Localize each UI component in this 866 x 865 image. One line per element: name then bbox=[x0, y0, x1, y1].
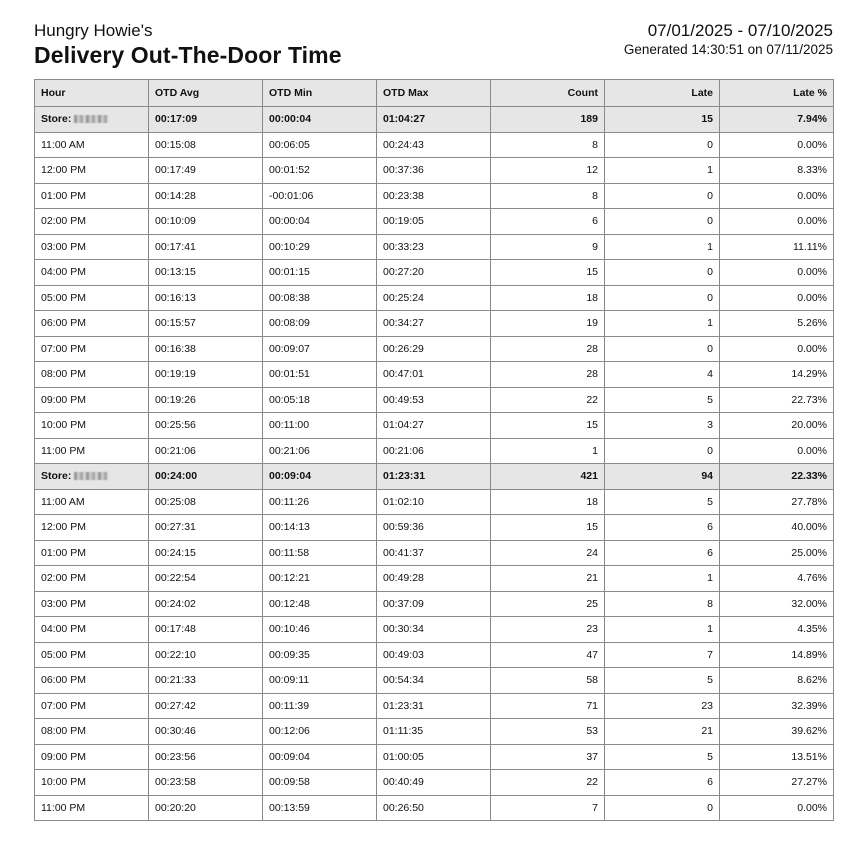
count-cell: 8 bbox=[491, 132, 605, 158]
count-cell: 47 bbox=[491, 642, 605, 668]
otd-min-cell: -00:01:06 bbox=[263, 183, 377, 209]
hour-cell: 06:00 PM bbox=[35, 668, 149, 694]
store-label-cell bbox=[35, 107, 149, 133]
late-pct-cell: 11.11% bbox=[720, 234, 834, 260]
otd-min-cell: 00:08:38 bbox=[263, 285, 377, 311]
otd-avg-cell: 00:16:38 bbox=[149, 336, 263, 362]
column-header-late: Late bbox=[605, 80, 720, 107]
redacted-store-name bbox=[74, 472, 108, 480]
otd-min-cell: 00:09:07 bbox=[263, 336, 377, 362]
late-pct-cell: 27.78% bbox=[720, 489, 834, 515]
late-cell: 1 bbox=[605, 617, 720, 643]
late-cell: 0 bbox=[605, 285, 720, 311]
table-row bbox=[35, 489, 834, 515]
hour-cell: 01:00 PM bbox=[35, 540, 149, 566]
table-row bbox=[35, 132, 834, 158]
late-cell: 6 bbox=[605, 770, 720, 796]
table-row bbox=[35, 566, 834, 592]
otd-max-cell: 00:49:28 bbox=[377, 566, 491, 592]
count-cell: 23 bbox=[491, 617, 605, 643]
otd-max-cell: 00:49:53 bbox=[377, 387, 491, 413]
late-pct-cell: 0.00% bbox=[720, 132, 834, 158]
late-pct-cell: 27.27% bbox=[720, 770, 834, 796]
table-header-row bbox=[35, 80, 834, 107]
hour-cell: 06:00 PM bbox=[35, 311, 149, 337]
late-pct-cell: 4.76% bbox=[720, 566, 834, 592]
count-cell: 53 bbox=[491, 719, 605, 745]
table-row bbox=[35, 234, 834, 260]
hour-cell: 08:00 PM bbox=[35, 719, 149, 745]
otd-min-cell: 00:11:26 bbox=[263, 489, 377, 515]
otd-avg-cell: 00:22:10 bbox=[149, 642, 263, 668]
otd-avg-cell: 00:21:33 bbox=[149, 668, 263, 694]
late-pct-cell: 0.00% bbox=[720, 285, 834, 311]
table-row bbox=[35, 311, 834, 337]
table-row bbox=[35, 260, 834, 286]
hour-cell: 09:00 PM bbox=[35, 387, 149, 413]
count-cell: 28 bbox=[491, 336, 605, 362]
late-pct-cell: 0.00% bbox=[720, 795, 834, 821]
hour-cell: 05:00 PM bbox=[35, 642, 149, 668]
otd-avg-cell: 00:17:41 bbox=[149, 234, 263, 260]
hour-cell: 11:00 PM bbox=[35, 438, 149, 464]
date-range: 07/01/2025 - 07/10/2025 bbox=[647, 21, 833, 40]
otd-max-cell: 00:37:36 bbox=[377, 158, 491, 184]
count-cell: 18 bbox=[491, 285, 605, 311]
table-row bbox=[35, 795, 834, 821]
otd-max-cell: 00:41:37 bbox=[377, 540, 491, 566]
late-cell: 0 bbox=[605, 260, 720, 286]
late-pct-cell: 0.00% bbox=[720, 336, 834, 362]
column-header-count: Count bbox=[491, 80, 605, 107]
late-cell: 1 bbox=[605, 311, 720, 337]
late-cell: 8 bbox=[605, 591, 720, 617]
otd-avg-cell: 00:10:09 bbox=[149, 209, 263, 235]
count-cell: 12 bbox=[491, 158, 605, 184]
otd-max-cell: 00:54:34 bbox=[377, 668, 491, 694]
hour-cell: 09:00 PM bbox=[35, 744, 149, 770]
column-header-hour: Hour bbox=[35, 80, 149, 107]
count-cell: 15 bbox=[491, 515, 605, 541]
otd-max-cell: 00:59:36 bbox=[377, 515, 491, 541]
otd-min-cell: 00:12:48 bbox=[263, 591, 377, 617]
count-cell: 37 bbox=[491, 744, 605, 770]
table-row bbox=[35, 668, 834, 694]
late-pct-cell: 0.00% bbox=[720, 438, 834, 464]
otd-min-cell: 00:14:13 bbox=[263, 515, 377, 541]
count-cell: 28 bbox=[491, 362, 605, 388]
otd-avg-cell: 00:27:42 bbox=[149, 693, 263, 719]
late-pct-cell: 0.00% bbox=[720, 209, 834, 235]
otd-avg-cell: 00:19:26 bbox=[149, 387, 263, 413]
late-pct-cell: 5.26% bbox=[720, 311, 834, 337]
late-cell: 3 bbox=[605, 413, 720, 439]
count-cell: 15 bbox=[491, 413, 605, 439]
late-cell: 5 bbox=[605, 489, 720, 515]
late-cell: 6 bbox=[605, 515, 720, 541]
otd-avg-cell: 00:24:15 bbox=[149, 540, 263, 566]
count-cell: 22 bbox=[491, 770, 605, 796]
late-cell: 5 bbox=[605, 744, 720, 770]
otd-max-cell: 00:49:03 bbox=[377, 642, 491, 668]
late-cell: 4 bbox=[605, 362, 720, 388]
hour-cell: 11:00 PM bbox=[35, 795, 149, 821]
hour-cell: 03:00 PM bbox=[35, 591, 149, 617]
late-pct-cell: 39.62% bbox=[720, 719, 834, 745]
table-row bbox=[35, 693, 834, 719]
report-header-right bbox=[624, 20, 833, 58]
otd-avg-cell: 00:14:28 bbox=[149, 183, 263, 209]
late-cell: 0 bbox=[605, 336, 720, 362]
hour-cell: 10:00 PM bbox=[35, 413, 149, 439]
late-pct-cell: 0.00% bbox=[720, 260, 834, 286]
otd-avg-cell: 00:22:54 bbox=[149, 566, 263, 592]
hour-cell: 04:00 PM bbox=[35, 617, 149, 643]
table-row bbox=[35, 515, 834, 541]
otd-max-cell: 00:47:01 bbox=[377, 362, 491, 388]
hour-cell: 11:00 AM bbox=[35, 132, 149, 158]
late-cell: 23 bbox=[605, 693, 720, 719]
late-cell: 1 bbox=[605, 566, 720, 592]
store-otd-max: 01:04:27 bbox=[377, 107, 491, 133]
count-cell: 22 bbox=[491, 387, 605, 413]
otd-max-cell: 00:24:43 bbox=[377, 132, 491, 158]
otd-max-cell: 00:21:06 bbox=[377, 438, 491, 464]
hour-cell: 02:00 PM bbox=[35, 209, 149, 235]
store-otd-avg: 00:17:09 bbox=[149, 107, 263, 133]
store-late-pct: 7.94% bbox=[720, 107, 834, 133]
hour-cell: 05:00 PM bbox=[35, 285, 149, 311]
hour-cell: 10:00 PM bbox=[35, 770, 149, 796]
count-cell: 21 bbox=[491, 566, 605, 592]
store-otd-avg: 00:24:00 bbox=[149, 464, 263, 490]
late-pct-cell: 32.39% bbox=[720, 693, 834, 719]
otd-max-cell: 00:23:38 bbox=[377, 183, 491, 209]
table-body bbox=[35, 107, 834, 821]
hour-cell: 12:00 PM bbox=[35, 158, 149, 184]
otd-max-cell: 00:26:29 bbox=[377, 336, 491, 362]
hour-cell: 01:00 PM bbox=[35, 183, 149, 209]
otd-avg-cell: 00:20:20 bbox=[149, 795, 263, 821]
late-pct-cell: 25.00% bbox=[720, 540, 834, 566]
store-count: 189 bbox=[491, 107, 605, 133]
otd-min-cell: 00:11:39 bbox=[263, 693, 377, 719]
otd-avg-cell: 00:23:58 bbox=[149, 770, 263, 796]
report-header-left bbox=[34, 20, 342, 68]
table-row bbox=[35, 336, 834, 362]
otd-min-cell: 00:01:52 bbox=[263, 158, 377, 184]
company-name: Hungry Howie's bbox=[34, 21, 153, 40]
otd-max-cell: 00:34:27 bbox=[377, 311, 491, 337]
otd-min-cell: 00:11:00 bbox=[263, 413, 377, 439]
late-cell: 0 bbox=[605, 438, 720, 464]
otd-min-cell: 00:12:21 bbox=[263, 566, 377, 592]
late-pct-cell: 32.00% bbox=[720, 591, 834, 617]
otd-avg-cell: 00:13:15 bbox=[149, 260, 263, 286]
store-label: Store: bbox=[41, 113, 72, 126]
otd-avg-cell: 00:23:56 bbox=[149, 744, 263, 770]
otd-min-cell: 00:09:35 bbox=[263, 642, 377, 668]
store-late: 15 bbox=[605, 107, 720, 133]
count-cell: 9 bbox=[491, 234, 605, 260]
table-row bbox=[35, 413, 834, 439]
late-cell: 0 bbox=[605, 183, 720, 209]
store-label-cell bbox=[35, 464, 149, 490]
table-row bbox=[35, 209, 834, 235]
otd-min-cell: 00:09:04 bbox=[263, 744, 377, 770]
otd-avg-cell: 00:21:06 bbox=[149, 438, 263, 464]
otd-min-cell: 00:09:58 bbox=[263, 770, 377, 796]
otd-max-cell: 01:23:31 bbox=[377, 693, 491, 719]
otd-max-cell: 00:30:34 bbox=[377, 617, 491, 643]
otd-min-cell: 00:00:04 bbox=[263, 209, 377, 235]
store-otd-min: 00:09:04 bbox=[263, 464, 377, 490]
count-cell: 8 bbox=[491, 183, 605, 209]
column-header-otd-max: OTD Max bbox=[377, 80, 491, 107]
count-cell: 58 bbox=[491, 668, 605, 694]
report-title: Delivery Out-The-Door Time bbox=[34, 42, 342, 68]
hour-cell: 03:00 PM bbox=[35, 234, 149, 260]
late-pct-cell: 4.35% bbox=[720, 617, 834, 643]
otd-max-cell: 00:25:24 bbox=[377, 285, 491, 311]
otd-max-cell: 00:26:50 bbox=[377, 795, 491, 821]
store-summary-row bbox=[35, 107, 834, 133]
table-row bbox=[35, 387, 834, 413]
otd-avg-cell: 00:17:48 bbox=[149, 617, 263, 643]
redacted-store-name bbox=[74, 115, 108, 123]
otd-min-cell: 00:01:51 bbox=[263, 362, 377, 388]
late-cell: 1 bbox=[605, 158, 720, 184]
otd-max-cell: 00:27:20 bbox=[377, 260, 491, 286]
store-summary-row bbox=[35, 464, 834, 490]
store-otd-min: 00:00:04 bbox=[263, 107, 377, 133]
hour-cell: 12:00 PM bbox=[35, 515, 149, 541]
table-row bbox=[35, 617, 834, 643]
late-pct-cell: 0.00% bbox=[720, 183, 834, 209]
otd-avg-cell: 00:15:57 bbox=[149, 311, 263, 337]
late-pct-cell: 8.62% bbox=[720, 668, 834, 694]
late-cell: 6 bbox=[605, 540, 720, 566]
count-cell: 24 bbox=[491, 540, 605, 566]
otd-avg-cell: 00:27:31 bbox=[149, 515, 263, 541]
table-row bbox=[35, 719, 834, 745]
store-late-pct: 22.33% bbox=[720, 464, 834, 490]
otd-min-cell: 00:01:15 bbox=[263, 260, 377, 286]
otd-min-cell: 00:08:09 bbox=[263, 311, 377, 337]
late-pct-cell: 22.73% bbox=[720, 387, 834, 413]
count-cell: 25 bbox=[491, 591, 605, 617]
otd-max-cell: 00:33:23 bbox=[377, 234, 491, 260]
otd-table bbox=[34, 79, 834, 821]
late-pct-cell: 14.29% bbox=[720, 362, 834, 388]
otd-min-cell: 00:10:29 bbox=[263, 234, 377, 260]
count-cell: 7 bbox=[491, 795, 605, 821]
late-pct-cell: 8.33% bbox=[720, 158, 834, 184]
late-cell: 5 bbox=[605, 668, 720, 694]
table-row bbox=[35, 642, 834, 668]
count-cell: 19 bbox=[491, 311, 605, 337]
generated-timestamp: Generated 14:30:51 on 07/11/2025 bbox=[623, 42, 833, 57]
late-pct-cell: 14.89% bbox=[720, 642, 834, 668]
otd-max-cell: 00:40:49 bbox=[377, 770, 491, 796]
hour-cell: 07:00 PM bbox=[35, 336, 149, 362]
late-pct-cell: 13.51% bbox=[720, 744, 834, 770]
otd-avg-cell: 00:25:56 bbox=[149, 413, 263, 439]
late-pct-cell: 20.00% bbox=[720, 413, 834, 439]
otd-avg-cell: 00:30:46 bbox=[149, 719, 263, 745]
table-row bbox=[35, 540, 834, 566]
otd-min-cell: 00:05:18 bbox=[263, 387, 377, 413]
otd-min-cell: 00:12:06 bbox=[263, 719, 377, 745]
table-row bbox=[35, 362, 834, 388]
otd-max-cell: 00:19:05 bbox=[377, 209, 491, 235]
store-count: 421 bbox=[491, 464, 605, 490]
count-cell: 1 bbox=[491, 438, 605, 464]
column-header-late-pct: Late % bbox=[720, 80, 834, 107]
late-cell: 0 bbox=[605, 209, 720, 235]
hour-cell: 07:00 PM bbox=[35, 693, 149, 719]
otd-max-cell: 01:04:27 bbox=[377, 413, 491, 439]
otd-min-cell: 00:21:06 bbox=[263, 438, 377, 464]
column-header-otd-avg: OTD Avg bbox=[149, 80, 263, 107]
otd-avg-cell: 00:17:49 bbox=[149, 158, 263, 184]
hour-cell: 11:00 AM bbox=[35, 489, 149, 515]
table-row bbox=[35, 183, 834, 209]
late-cell: 0 bbox=[605, 795, 720, 821]
otd-min-cell: 00:06:05 bbox=[263, 132, 377, 158]
otd-avg-cell: 00:24:02 bbox=[149, 591, 263, 617]
otd-avg-cell: 00:15:08 bbox=[149, 132, 263, 158]
otd-avg-cell: 00:19:19 bbox=[149, 362, 263, 388]
otd-min-cell: 00:10:46 bbox=[263, 617, 377, 643]
late-cell: 5 bbox=[605, 387, 720, 413]
count-cell: 15 bbox=[491, 260, 605, 286]
otd-min-cell: 00:13:59 bbox=[263, 795, 377, 821]
otd-avg-cell: 00:16:13 bbox=[149, 285, 263, 311]
hour-cell: 08:00 PM bbox=[35, 362, 149, 388]
table-row bbox=[35, 744, 834, 770]
otd-min-cell: 00:09:11 bbox=[263, 668, 377, 694]
otd-avg-cell: 00:25:08 bbox=[149, 489, 263, 515]
table-row bbox=[35, 770, 834, 796]
late-cell: 1 bbox=[605, 234, 720, 260]
otd-max-cell: 01:00:05 bbox=[377, 744, 491, 770]
store-otd-max: 01:23:31 bbox=[377, 464, 491, 490]
count-cell: 71 bbox=[491, 693, 605, 719]
late-pct-cell: 40.00% bbox=[720, 515, 834, 541]
hour-cell: 02:00 PM bbox=[35, 566, 149, 592]
otd-max-cell: 01:02:10 bbox=[377, 489, 491, 515]
late-cell: 7 bbox=[605, 642, 720, 668]
store-label: Store: bbox=[41, 470, 72, 483]
otd-min-cell: 00:11:58 bbox=[263, 540, 377, 566]
late-cell: 21 bbox=[605, 719, 720, 745]
table-row bbox=[35, 158, 834, 184]
hour-cell: 04:00 PM bbox=[35, 260, 149, 286]
table-row bbox=[35, 591, 834, 617]
count-cell: 18 bbox=[491, 489, 605, 515]
column-header-otd-min: OTD Min bbox=[263, 80, 377, 107]
table-row bbox=[35, 285, 834, 311]
otd-max-cell: 01:11:35 bbox=[377, 719, 491, 745]
late-cell: 0 bbox=[605, 132, 720, 158]
count-cell: 6 bbox=[491, 209, 605, 235]
store-late: 94 bbox=[605, 464, 720, 490]
table-row bbox=[35, 438, 834, 464]
otd-max-cell: 00:37:09 bbox=[377, 591, 491, 617]
